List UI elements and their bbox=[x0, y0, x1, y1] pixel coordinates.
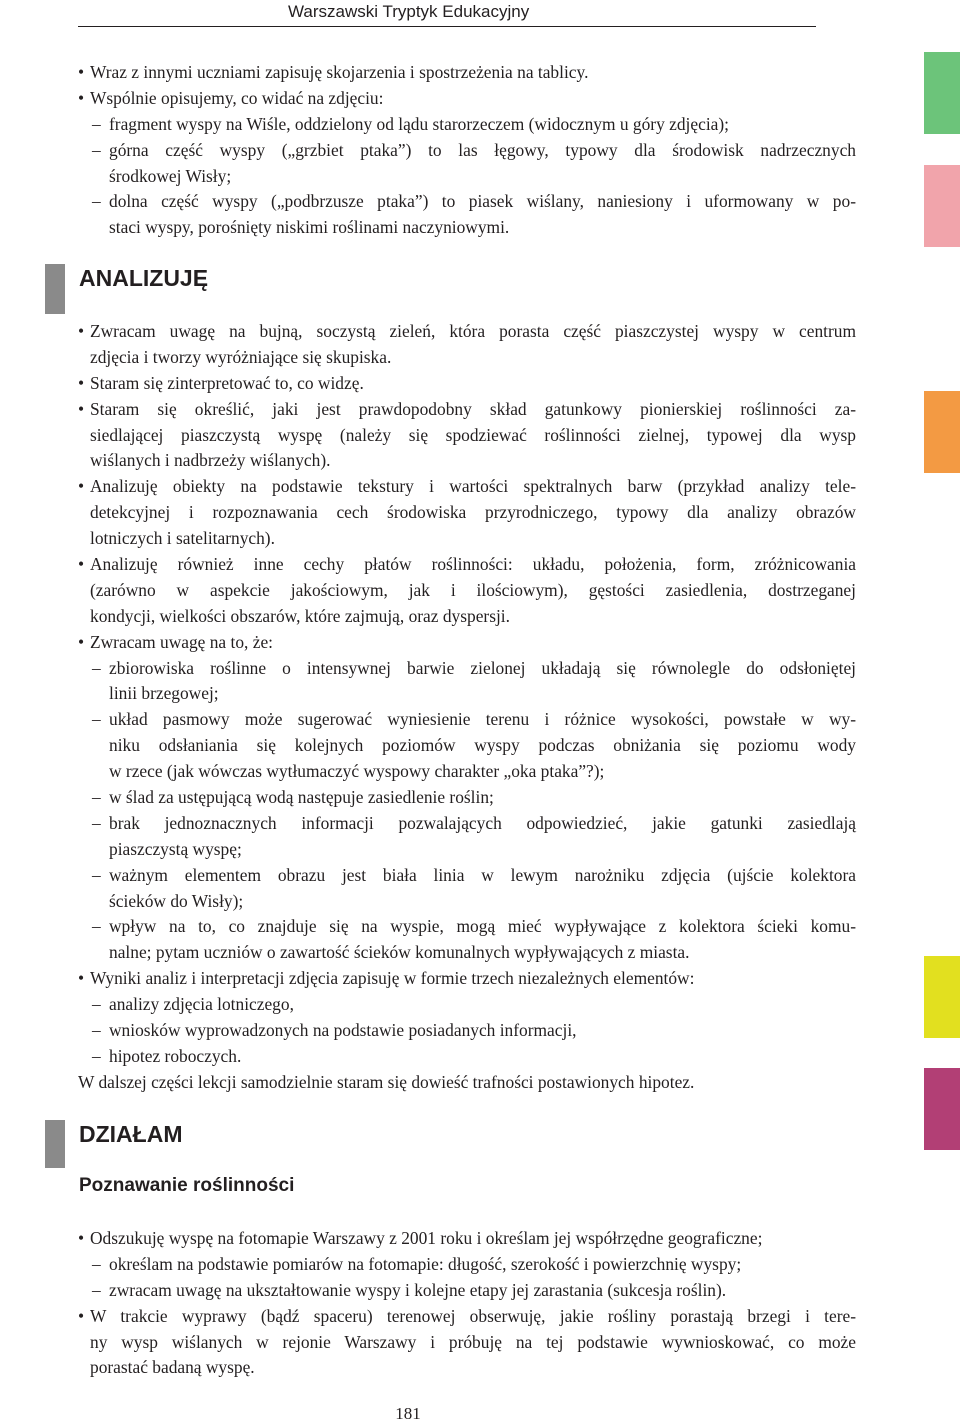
list-item: – ważnym elementem obrazu jest biała linia w lewym narożniku zdjęcia (ujście kolektora bbox=[78, 863, 856, 889]
intro-block bbox=[78, 60, 856, 241]
analizuje-block bbox=[78, 319, 856, 1096]
list-item-continued: nalne; pytam uczniów o zawartość ścieków komunalnych wypływających z miasta. bbox=[109, 942, 690, 963]
list-item: • Wspólnie opisujemy, co widać na zdjęciu: bbox=[78, 86, 856, 112]
list-item: – wniosków wyprowadzonych na podstawie posiadanych informacji, bbox=[78, 1018, 856, 1044]
list-item: • Wyniki analiz i interpretacji zdjęcia zapisuję w formie trzech niezależnych elementów: bbox=[78, 966, 856, 992]
list-item: • Staram się określić, jaki jest prawdopodobny skład gatunkowy pionierskiej roślinności za- bbox=[78, 397, 856, 423]
list-item-continued: niku odsłaniania się kolejnych poziomów wyspy podczas obniżania się poziomu wody bbox=[109, 735, 856, 756]
list-item-continued: linii brzegowej; bbox=[109, 683, 219, 704]
list-item: • Analizuję również inne cechy płatów roślinności: układu, położenia, form, zróżnicowania bbox=[78, 552, 856, 578]
list-item: – zbiorowiska roślinne o intensywnej barwie zielonej układają się równolegle do odsłoniętej bbox=[78, 656, 856, 682]
list-item-continued: ścieków do Wisły); bbox=[109, 890, 244, 911]
tab-magenta bbox=[924, 1068, 960, 1150]
section-marker bbox=[45, 264, 65, 314]
tab-green bbox=[924, 52, 960, 134]
section-marker bbox=[45, 1120, 65, 1168]
list-item: – hipotez roboczych. bbox=[78, 1044, 856, 1070]
list-item: – górna część wyspy („grzbiet ptaka”) to las łęgowy, typowy dla środowisk nadrzecznych bbox=[78, 138, 856, 164]
list-item: – brak jednoznacznych informacji pozwalających odpowiedzieć, jakie gatunki zasiedlają bbox=[78, 811, 856, 837]
list-item-continued: siedlającej piaszczystą wyspę (należy się spodziewać roślinności zielnej, typowej dla wysp bbox=[90, 424, 856, 445]
list-item: • Zwracam uwagę na bujną, soczystą zieleń, która porasta część piaszczystej wyspy w centrum bbox=[78, 319, 856, 345]
list-item-continued: w rzece (jak wówczas wytłumaczyć wyspowy charakter „oka ptaka”?); bbox=[109, 761, 605, 782]
list-item: – w ślad za ustępującą wodą następuje zasiedlenie roślin; bbox=[78, 785, 856, 811]
dzialam-block bbox=[78, 1226, 856, 1381]
list-item-continued: porastać badaną wyspę. bbox=[90, 1357, 255, 1378]
list-item: – analizy zdjęcia lotniczego, bbox=[78, 992, 856, 1018]
header-rule bbox=[78, 26, 816, 27]
list-item-continued: piaszczystą wyspę; bbox=[109, 838, 242, 859]
list-item: • Staram się zinterpretować to, co widzę. bbox=[78, 371, 856, 397]
list-item-continued: detekcyjnej i rozpoznawania cech środowiska przyrodniczego, typowy dla analizy obrazów bbox=[90, 502, 856, 523]
list-item-continued: staci wyspy, porośnięty niskimi roślinami naczyniowymi. bbox=[109, 217, 510, 238]
list-item-continued: ny wysp wiślanych w rejonie Warszawy i próbuję na tej podstawie wywnioskować, co może bbox=[90, 1331, 856, 1352]
list-item: • Analizuję obiekty na podstawie tekstury i wartości spektralnych barw (przykład analizy tele- bbox=[78, 474, 856, 500]
running-header: Warszawski Tryptyk Edukacyjny bbox=[288, 2, 530, 21]
list-item-continued: (zarówno w aspekcie jakościowym, jak i ilościowym), gęstości zasiedlenia, dostrzeganej bbox=[90, 579, 856, 600]
list-item: – dolna część wyspy („podbrzusze ptaka”) to piasek wiślany, naniesiony i uformowany w po- bbox=[78, 189, 856, 215]
list-item: – zwracam uwagę na ukształtowanie wyspy i kolejne etapy jej zarastania (sukcesja roślin). bbox=[78, 1278, 856, 1304]
list-item: – wpływ na to, co znajduje się na wyspie, mogą mieć wypływające z kolektora ścieki komu- bbox=[78, 914, 856, 940]
list-item-continued: lotniczych i satelitarnych). bbox=[90, 528, 275, 549]
tab-orange bbox=[924, 391, 960, 473]
list-item: • W trakcie wyprawy (bądź spaceru) terenowej obserwuję, jakie rośliny porastają brzegi i tere- bbox=[78, 1304, 856, 1330]
list-item-continued: środkowej Wisły; bbox=[109, 165, 232, 186]
paragraph: W dalszej części lekcji samodzielnie staram się dowieść trafności postawionych hipotez. bbox=[78, 1071, 695, 1092]
list-item-continued: zdjęcia i tworzy wyróżniające się skupiska. bbox=[90, 346, 392, 367]
list-item-continued: kondycji, wielkości obszarów, które zajmują, oraz dyspersji. bbox=[90, 605, 510, 626]
list-item: • Wraz z innymi uczniami zapisuję skojarzenia i spostrzeżenia na tablicy. bbox=[78, 60, 856, 86]
list-item-continued: wiślanych i nadbrzeży wiślanych). bbox=[90, 450, 331, 471]
list-item: • Zwracam uwagę na to, że: bbox=[78, 630, 856, 656]
section-heading-analizuje: ANALIZUJĘ bbox=[79, 265, 209, 291]
list-item: • Odszukuję wyspę na fotomapie Warszawy z 2001 roku i określam jej współrzędne geograficzne; bbox=[78, 1226, 856, 1252]
list-item: – określam na podstawie pomiarów na fotomapie: długość, szerokość i powierzchnię wyspy; bbox=[78, 1252, 856, 1278]
tab-pink bbox=[924, 165, 960, 247]
subsection-heading: Poznawanie roślinności bbox=[79, 1175, 295, 1196]
list-item: – fragment wyspy na Wiśle, oddzielony od lądu starorzeczem (widocznym u góry zdjęcia); bbox=[78, 112, 856, 138]
list-item: – układ pasmowy może sugerować wyniesienie terenu i różnice wysokości, powstałe w wy- bbox=[78, 707, 856, 733]
page-number: 181 bbox=[395, 1404, 421, 1423]
tab-yellow bbox=[924, 956, 960, 1038]
section-heading-dzialam: DZIAŁAM bbox=[79, 1121, 183, 1147]
